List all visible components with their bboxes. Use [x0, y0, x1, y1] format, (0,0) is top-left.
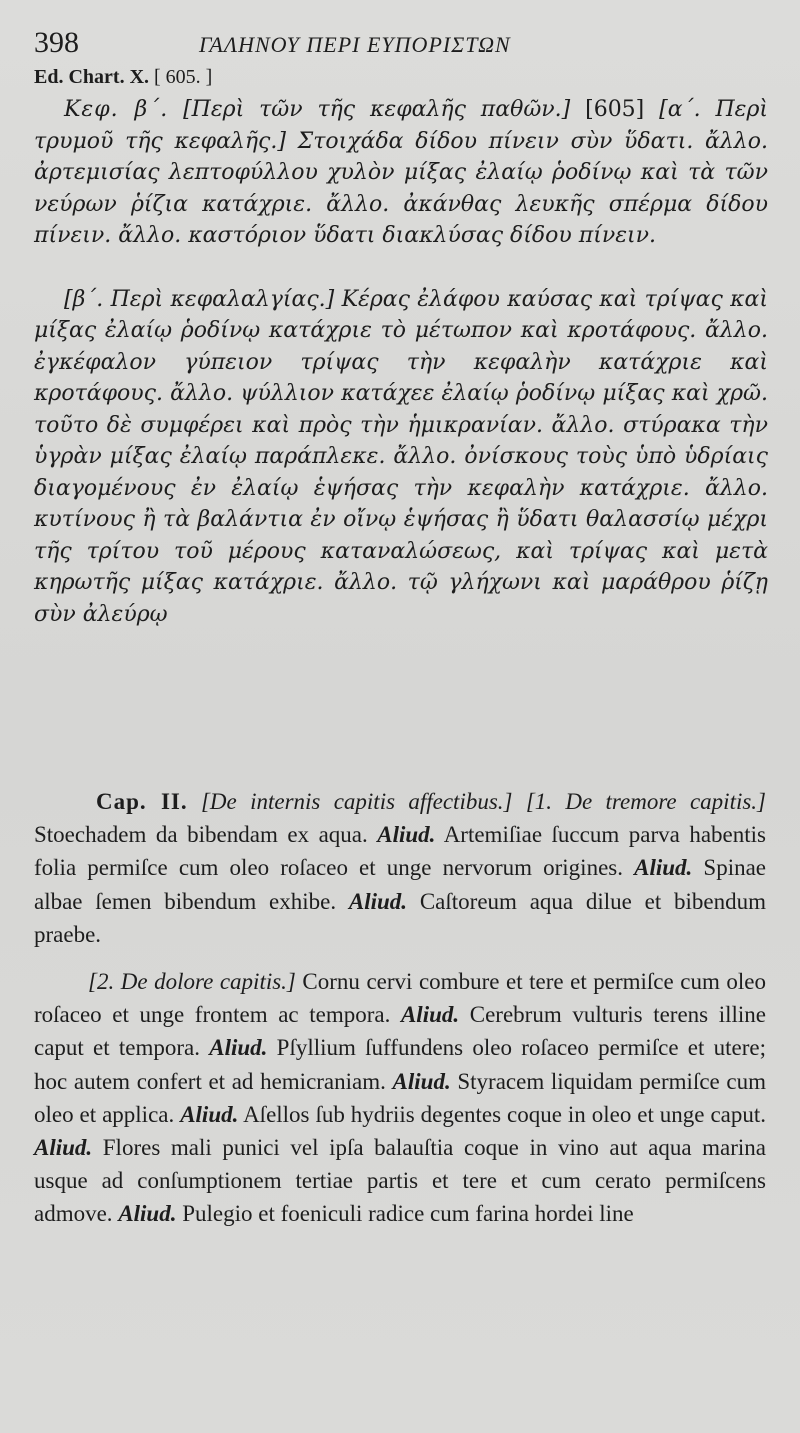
greek-paragraph-2 — [34, 284, 768, 631]
latin-sentence: Stoechadem da bibendam ex aqua. — [34, 822, 368, 848]
latin-sentence: Styracem liquidam permiſce cum oleo et applica. — [34, 1068, 766, 1127]
greek-paragraph-text: Κέρας ἐλάφου καύσας καὶ τρίψας καὶ μίξας ἐλαίῳ ῥοδίνῳ κατάχριε τὸ μέτωπον καὶ κροτάφους. ἄλλο. ἐγκέφαλον γύπειον τρίψας τὴν κεφαλὴν κατάχριε καὶ κροτάφους. ἄλλο. ψύλλιον κατάχεε ἐλαίῳ ῥοδίνῳ μίξας καὶ χρῶ. τοῦτο δὲ συμφέρει καὶ πρὸς τὴν ἡμικρανίαν. ἄλλο. στύρακα τὴν ὑγρὰν μίξας ἐλαίῳ παράπλεκε. ἄλλο. ὀνίσκους τοὺς ὑπὸ ὑδρίαις διαγομένους ἐν ἐλαίῳ ἑψήσας τὴν κεφαλὴν κατάχριε. ἄλλο. κυτίνους ἢ τὰ βαλάντια ἐν οἴνῳ ἑψήσας ἢ ὕδατι θαλασσίῳ μέχρι τῆς τρίτου τοῦ μέρους καταναλώσεως, καὶ τρίψας καὶ μετὰ κηρωτῆς μίξας κατάχριε. ἄλλο. τῷ γλήχωνι καὶ μαράθρου ῥίζῃ σὺν ἀλεύρῳ — [34, 286, 768, 627]
latin-sentence: Cerebrum vulturis terens illine caput et tempora. — [34, 1002, 767, 1061]
latin-sentence: Cornu cervi combure et tere et permiſce cum oleo roſaceo et unge frontem ac tempora. — [34, 969, 767, 1028]
latin-sentence: Pſyllium ſuffundens oleo roſaceo permiſce et utere; hoc autem confert et ad hemicraniam. — [34, 1035, 767, 1094]
running-title: ΓΑΛΗΝΟΥ ΠΕΡΙ ΕΥΠΟΡΙΣΤΩΝ — [199, 32, 511, 57]
latin-section-title: [1. De tremore capitis.] — [525, 789, 767, 814]
latin-sentence: Pulegio et foeniculi radice cum farina hordei line — [182, 1201, 634, 1227]
aliud-label: Aliud. — [348, 888, 408, 914]
greek-chapter-label: Κεφ. β΄. — [64, 97, 169, 122]
latin-paragraph-2 — [34, 965, 766, 1231]
aliud-label: Aliud. — [400, 1002, 460, 1028]
latin-section-title: [2. De dolore capitis.] — [88, 969, 296, 995]
aliud-label: Aliud. — [180, 1101, 239, 1127]
greek-section-title: [α΄. Περὶ τρυμοῦ τῆς κεφαλῆς.] — [34, 97, 769, 154]
edition-reference — [34, 66, 212, 89]
latin-sentence: Artemiſiae ſuccum parva habentis folia permiſce cum oleo roſaceo et unge nervorum origines. — [34, 822, 766, 881]
page-number: 398 — [34, 26, 79, 59]
edition-label: Ed. Chart. X. — [34, 66, 150, 88]
aliud-label: Aliud. — [34, 1135, 93, 1161]
aliud-label: Aliud. — [392, 1068, 451, 1094]
latin-paragraph-1 — [34, 785, 766, 951]
greek-paragraph-text: Στοιχάδα δίδου πίνειν σὺν ὕδατι. ἄλλο. ἀρτεμισίας λεπτοφύλλου χυλὸν μίξας ἐλαίῳ ῥοδίνῳ καὶ τὰ τῶν νεύρων ῥίζια κατάχριε. ἄλλο. ἀκάνθας λευκῆς σπέρμα δίδου πίνειν. ἄλλο. καστόριον ὕδατι διακλύσας δίδου πίνειν. — [34, 128, 768, 248]
greek-section-title: [β΄. Περὶ κεφαλαλγίας.] — [64, 286, 335, 312]
greek-paragraph-1 — [34, 94, 768, 252]
aliud-label: Aliud. — [118, 1201, 177, 1227]
edition-page: [ 605. ] — [154, 66, 213, 88]
aliud-label: Aliud. — [377, 822, 436, 848]
greek-page-mark: [605] — [585, 97, 645, 122]
aliud-label: Aliud. — [634, 855, 693, 881]
greek-text — [34, 94, 768, 630]
greek-chapter-title: [Περὶ τῶν τῆς κεφαλῆς παθῶν.] — [183, 97, 571, 122]
latin-sentence: Spinae albae ſemen bibendum exhibe. — [34, 855, 767, 914]
latin-chapter-label: Cap. II. — [96, 789, 188, 814]
latin-chapter-title: [De internis capitis affectibus.] — [200, 789, 513, 814]
aliud-label: Aliud. — [209, 1035, 268, 1061]
latin-sentence: Caſtoreum aqua dilue et bibendum praebe. — [34, 888, 767, 947]
page-header — [34, 26, 760, 66]
latin-sentence: Aſellos ſub hydriis degentes coque in oleo et unge caput. — [243, 1101, 767, 1127]
latin-text — [34, 785, 766, 1231]
latin-sentence: Flores mali punici vel ipſa balauſtia coque in vino aut aqua marina usque ad conſumptionem tertiae partis et tere et cum cerato permiſcens admove. — [34, 1135, 766, 1227]
